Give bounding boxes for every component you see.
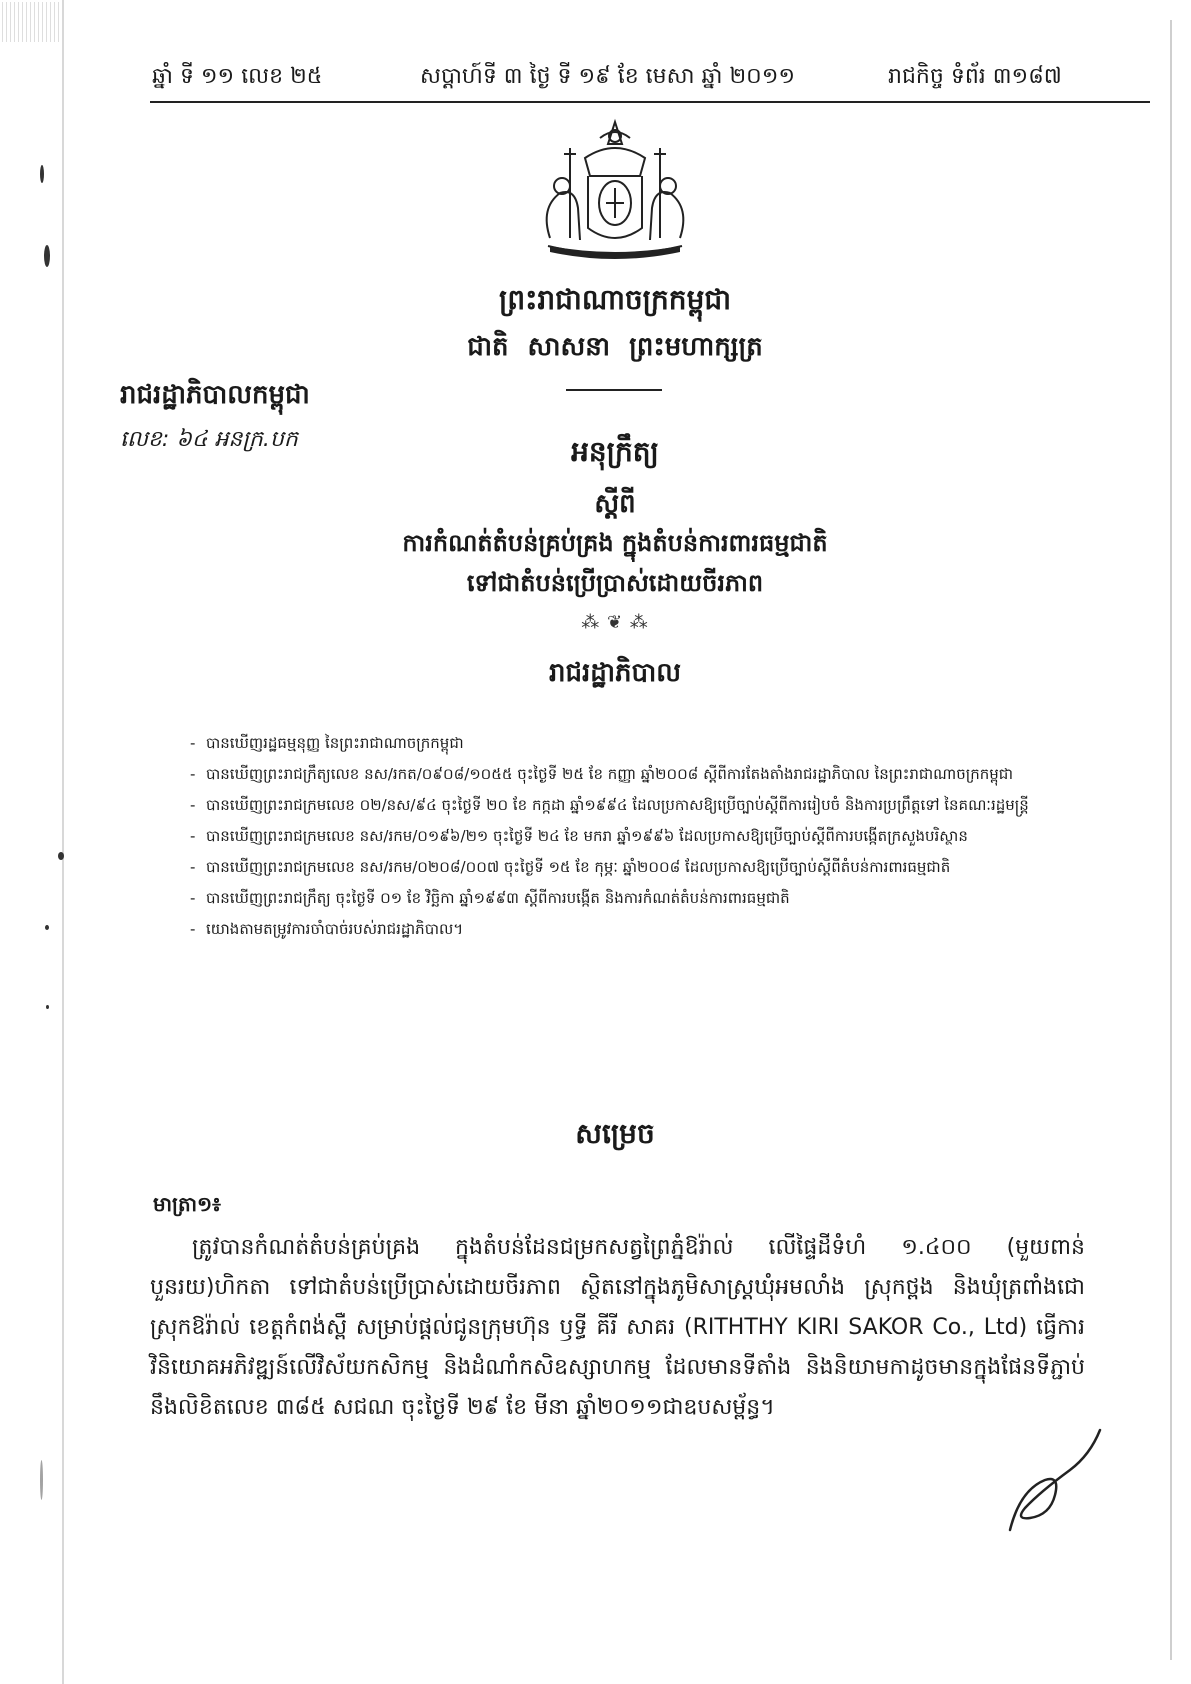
scan-edge-left [62, 0, 64, 1684]
preamble-list [190, 728, 1080, 945]
gazette-page-number: រាជកិច្ច ទំព័រ ៣១៨៧ [888, 64, 1062, 89]
scan-speck [44, 245, 50, 267]
gazette-year-issue: ឆ្នាំ ទី ១១ លេខ ២៥ [152, 64, 323, 89]
preamble-item: - បានឃើញព្រះរាជក្រមលេខ នស/រកម/០២០៨/០០៧ ចុះថ្ងៃទី ១៥ ខែ កុម្ភៈ ឆ្នាំ២០០៨ ដែលប្រកាសឱ្យប្រើច្បាប់ស្តីពីតំបន់ការពារធម្មជាតិ [190, 852, 1080, 883]
scan-artifact [2, 2, 60, 42]
header-rule [150, 101, 1150, 103]
article-1-heading: មាត្រា១៖ [153, 1192, 221, 1216]
decision-heading: សម្រេច [575, 1117, 655, 1150]
preamble-item: - បានឃើញព្រះរាជក្រមលេខ ០២/នស/៩៤ ចុះថ្ងៃទី ២០ ខែ កក្កដា ឆ្នាំ១៩៩៤ ដែលប្រកាសឱ្យប្រើច្បាប់ស្តីពីការរៀបចំ និងការប្រព្រឹត្តទៅ នៃគណៈរដ្ឋមន្ត្រី [190, 790, 1080, 821]
gazette-header [150, 62, 1150, 102]
kingdom-name: ព្រះរាជាណាចក្រកម្ពុជា [498, 283, 731, 316]
document-subject-line-2: ទៅជាតំបន់ប្រើប្រាស់ដោយចីរភាព [466, 569, 764, 597]
signature-initial-icon [1000, 1420, 1110, 1540]
scan-speck [58, 852, 64, 860]
article-1-body: ត្រូវបានកំណត់តំបន់គ្រប់គ្រង ក្នុងតំបន់ដែនជម្រកសត្វព្រៃភ្នំឱរ៉ាល់ លើផ្ទៃដីទំហំ ១.៤០០ (មួយពាន់ បួនរយ)ហិកតា ទៅជាតំបន់ប្រើប្រាស់ដោយចីរភាព ស្ថិតនៅក្នុងភូមិសាស្ត្រឃុំអមលាំង ស្រុកថ្ពង និងឃុំត្រពាំងជោ ស្រុកឱរ៉ាល់ ខេត្តកំពង់ស្ពឺ សម្រាប់ផ្តល់ជូនក្រុមហ៊ុន ឫទ្ធី គីរី សាគរ (RITHTHY KIRI SAKOR Co., Ltd) ធ្វើការវិនិយោគអភិវឌ្ឍន៍លើវិស័យកសិកម្ម និងដំណាំកសិឧស្សាហកម្ម ដែលមានទីតាំង និងនិយាមកាដូចមានក្នុងផែនទីភ្ជាប់នឹងលិខិតលេខ ៣៨៥ សជណ ចុះថ្ងៃទី ២៩ ខែ មីនា ឆ្នាំ២០១១ជាឧបសម្ព័ន្ធ។ [150, 1235, 1085, 1420]
scan-speck [40, 165, 44, 183]
document-number: លេខ: ៦៤ អនក្រ.បក [120, 427, 298, 452]
title-ornament: ⁂ ❦ ⁂ [581, 612, 649, 633]
scan-edge-right [1170, 20, 1172, 1660]
government-heading: រាជរដ្ឋាភិបាល [548, 658, 682, 688]
preamble-item: - បានឃើញរដ្ឋធម្មនុញ្ញ នៃព្រះរាជាណាចក្រកម្ពុជា [190, 728, 1080, 759]
preamble-item: - យោងតាមតម្រូវការចាំបាច់របស់រាជរដ្ឋាភិបាល។ [190, 914, 1080, 945]
royal-coat-of-arms-icon [530, 118, 700, 268]
document-about: ស្តីពី [594, 489, 636, 519]
national-motto: ជាតិ សាសនា ព្រះមហាក្សត្រ [467, 332, 763, 362]
document-type: អនុក្រឹត្យ [571, 435, 659, 468]
preamble-item: - បានឃើញព្រះរាជក្រមលេខ នស/រកម/០១៩៦/២១ ចុះថ្ងៃទី ២៤ ខែ មករា ឆ្នាំ១៩៩៦ ដែលប្រកាសឱ្យប្រើច្បាប់ស្តីពីការបង្កើតក្រសួងបរិស្ថាន [190, 821, 1080, 852]
issuer-name: រាជរដ្ឋាភិបាលកម្ពុជា [120, 380, 310, 410]
scan-speck [45, 925, 49, 930]
gazette-date: សប្តាហ៍ទី ៣ ថ្ងៃ ទី ១៩ ខែ មេសា ឆ្នាំ ២០១១ [420, 64, 795, 89]
preamble-item: - បានឃើញព្រះរាជក្រឹត្យ ចុះថ្ងៃទី ០១ ខែ វិច្ឆិកា ឆ្នាំ១៩៩៣ ស្តីពីការបង្កើត និងការកំណត់តំបន់ការពារធម្មជាតិ [190, 883, 1080, 914]
document-subject-line-1: ការកំណត់តំបន់គ្រប់គ្រង ក្នុងតំបន់ការពារធម្មជាតិ [402, 529, 828, 557]
scan-speck [40, 1460, 43, 1500]
scan-speck [46, 1005, 49, 1009]
motto-rule [566, 389, 662, 391]
preamble-item: - បានឃើញព្រះរាជក្រឹត្យលេខ នស/រកត/០៩០៨/១០៥៥ ចុះថ្ងៃទី ២៥ ខែ កញ្ញា ឆ្នាំ២០០៨ ស្តីពីការតែងតាំងរាជរដ្ឋាភិបាល នៃព្រះរាជាណាចក្រកម្ពុជា [190, 759, 1080, 790]
